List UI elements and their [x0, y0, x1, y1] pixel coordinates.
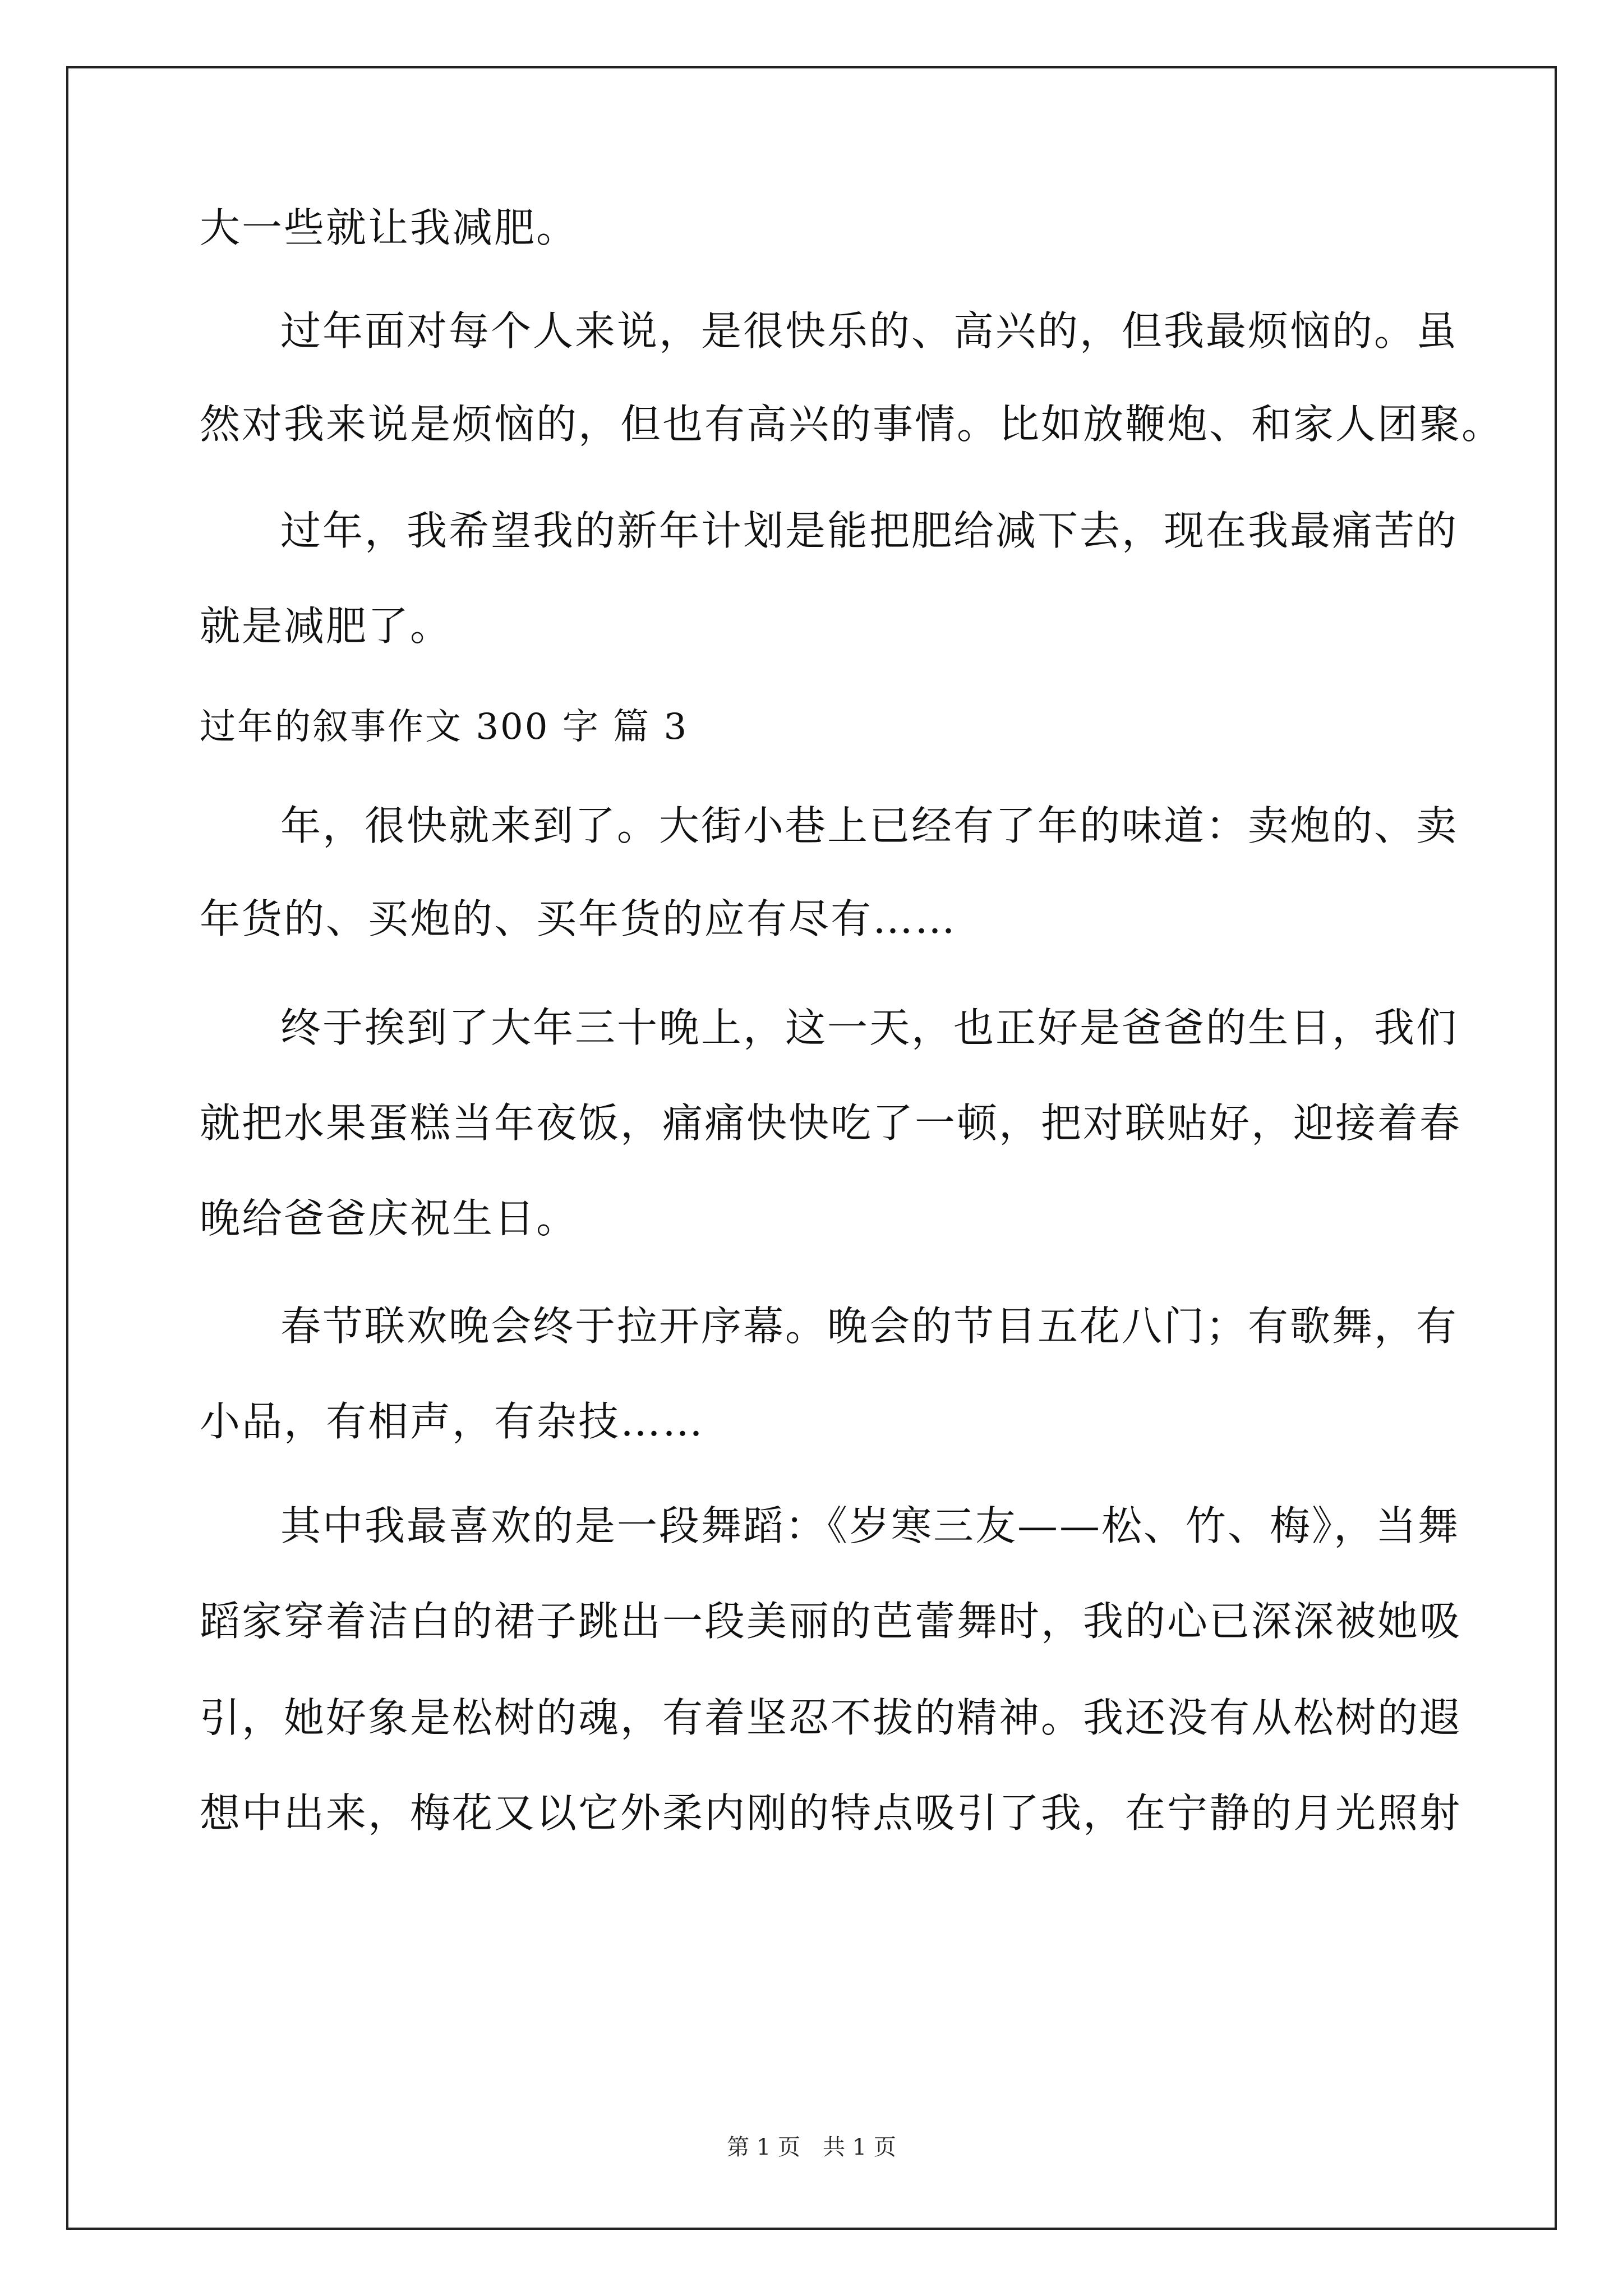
- current-page-indicator: 第 1 页: [727, 2134, 800, 2160]
- paragraph-first-line: 终于挨到了大年三十晚上，这一天，也正好是爸爸的生日，我们: [280, 1004, 1459, 1051]
- paragraph-first-line: 春节联欢晚会终于拉开序幕。晚会的节目五花八门；有歌舞，有: [280, 1303, 1459, 1350]
- paragraph-first-line: 其中我最喜欢的是一段舞蹈：《岁寒三友——松、竹、梅》，当舞: [280, 1502, 1460, 1549]
- text-line: 大一些就让我减肥。: [200, 204, 579, 251]
- paragraph-first-line: 年，很快就来到了。大街小巷上已经有了年的味道：卖炮的、卖: [280, 802, 1459, 849]
- paragraph-first-line: 过年面对每个人来说，是很快乐的、高兴的，但我最烦恼的。虽: [280, 307, 1459, 355]
- text-line: 晚给爸爸庆祝生日。: [200, 1195, 579, 1242]
- text-line: 蹈家穿着洁白的裙子跳出一段美丽的芭蕾舞时，我的心已深深被她吸: [200, 1598, 1462, 1645]
- paragraph-first-line: 过年，我希望我的新年计划是能把肥给减下去，现在我最痛苦的: [280, 507, 1459, 554]
- text-line: 就是减肥了。: [200, 602, 453, 650]
- total-pages-indicator: 共 1 页: [823, 2134, 896, 2160]
- section-heading: 过年的叙事作文 300 字 篇 3: [200, 706, 689, 748]
- text-line: 年货的、买炮的、买年货的应有尽有……: [200, 895, 957, 942]
- page-footer: [0, 2135, 1623, 2160]
- text-line: 就把水果蛋糕当年夜饭，痛痛快快吃了一顿，把对联贴好，迎接着春: [200, 1099, 1462, 1147]
- text-line: 小品，有相声，有杂技……: [200, 1398, 705, 1445]
- text-line: 想中出来，梅花又以它外柔内刚的特点吸引了我，在宁静的月光照射: [200, 1789, 1462, 1837]
- text-line: 然对我来说是烦恼的，但也有高兴的事情。比如放鞭炮、和家人团聚。: [200, 401, 1504, 448]
- page-border: [66, 66, 1557, 2230]
- text-line: 引，她好象是松树的魂，有着坚忍不拔的精神。我还没有从松树的遐: [200, 1694, 1462, 1741]
